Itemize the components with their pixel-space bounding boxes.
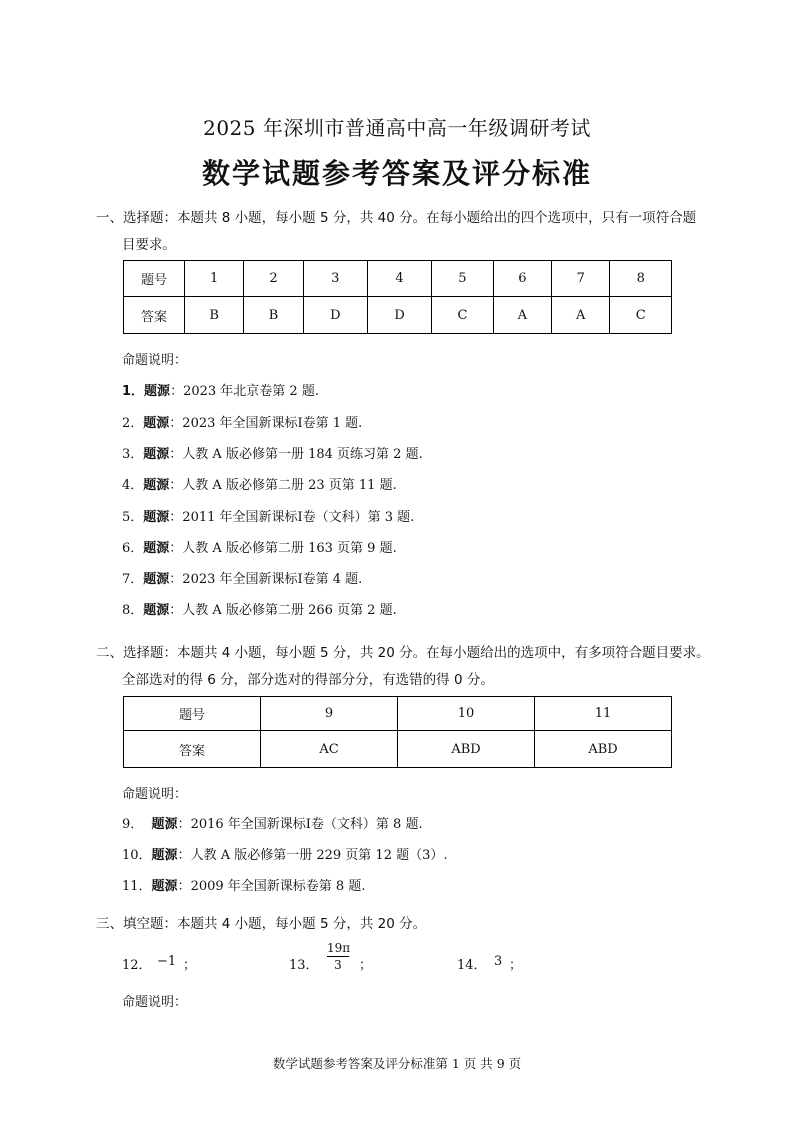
exam-title: 2025 年深圳市普通高中高一年级调研考试 [203,116,591,140]
question-number-cell: 2 [244,261,303,297]
question-number-cell: 3 [303,261,367,297]
q14-label: 14． [457,958,487,973]
note-line: 9． 题源：2016 年全国新课标I卷（文科）第 8 题. [122,817,423,832]
fraction-denominator: 3 [334,958,342,972]
answer-cell: AC [261,731,398,768]
answer-cell: C [610,297,672,334]
page-footer: 数学试题参考答案及评分标准第 1 页 共 9 页 [272,1056,522,1071]
note-line: 10．题源：人教 A 版必修第一册 229 页第 12 题（3）. [122,848,448,863]
note-line: 3．题源：人教 A 版必修第一册 184 页练习第 2 题. [122,447,423,462]
question-number-cell: 9 [261,697,398,731]
answer-cell: B [244,297,303,334]
answer-cell: B [185,297,244,334]
note-line: 5．题源：2011 年全国新课标I卷（文科）第 3 题. [122,510,415,525]
table-header-cell: 题号 [124,697,261,731]
q14-answer: 3 [494,954,503,969]
question-number-cell: 4 [367,261,431,297]
section2-notes-title: 命题说明： [122,787,188,802]
section2-answer-table [123,696,672,768]
q12-answer: −1 [157,954,177,969]
section3-notes-title: 命题说明： [122,995,188,1010]
section3-heading: 三、填空题：本题共 4 小题，每小题 5 分，共 20 分。 [96,916,427,932]
q12-label: 12． [122,958,152,973]
note-line: 11．题源：2009 年全国新课标卷第 8 题. [122,879,366,894]
section1-heading-line1: 一、选择题：本题共 8 小题，每小题 5 分，共 40 分。在每小题给出的四个选项中，只有一项符合题 [96,210,697,226]
answer-cell: ABD [398,731,535,768]
question-number-cell: 7 [552,261,610,297]
section1-heading-line2: 目要求。 [122,237,176,253]
question-number-cell: 6 [493,261,551,297]
table-header-cell: 题号 [124,261,185,297]
table-header-cell: 答案 [124,297,185,334]
answer-cell: D [303,297,367,334]
note-line: 8．题源：人教 A 版必修第二册 266 页第 2 题. [122,603,397,618]
fraction-numerator: 19π [327,941,351,955]
question-number-cell: 1 [185,261,244,297]
note-line: 2．题源：2023 年全国新课标I卷第 1 题. [122,416,363,431]
document-title: 数学试题参考答案及评分标准 [201,157,592,190]
note-line: 1．题源：2023 年北京卷第 2 题. [122,384,319,399]
question-number-cell: 8 [610,261,672,297]
section2-heading-line2: 全部选对的得 6 分，部分选对的得部分分，有选错的得 0 分。 [122,672,494,688]
answer-cell: C [432,297,494,334]
note-line: 6．题源：人教 A 版必修第二册 163 页第 9 题. [122,541,397,556]
note-line: 7．题源：2023 年全国新课标I卷第 4 题. [122,572,363,587]
answer-cell: D [367,297,431,334]
q13-fraction [327,941,349,972]
answer-cell: A [552,297,610,334]
q13-separator: ； [359,958,373,973]
note-line: 4．题源：人教 A 版必修第二册 23 页第 11 题. [122,478,397,493]
q12-separator: ； [183,958,197,973]
section1-notes-title: 命题说明： [122,353,188,368]
question-number-cell: 11 [535,697,672,731]
q13-label: 13． [289,958,319,973]
question-number-cell: 10 [398,697,535,731]
answer-cell: ABD [535,731,672,768]
q14-separator: ； [509,958,523,973]
question-number-cell: 5 [432,261,494,297]
table-header-cell: 答案 [124,731,261,768]
section2-heading-line1: 二、选择题：本题共 4 小题，每小题 5 分，共 20 分。在每小题给出的选项中，有多项符合题目要求。 [96,645,710,661]
answer-cell: A [493,297,551,334]
section1-answer-table [123,260,672,334]
